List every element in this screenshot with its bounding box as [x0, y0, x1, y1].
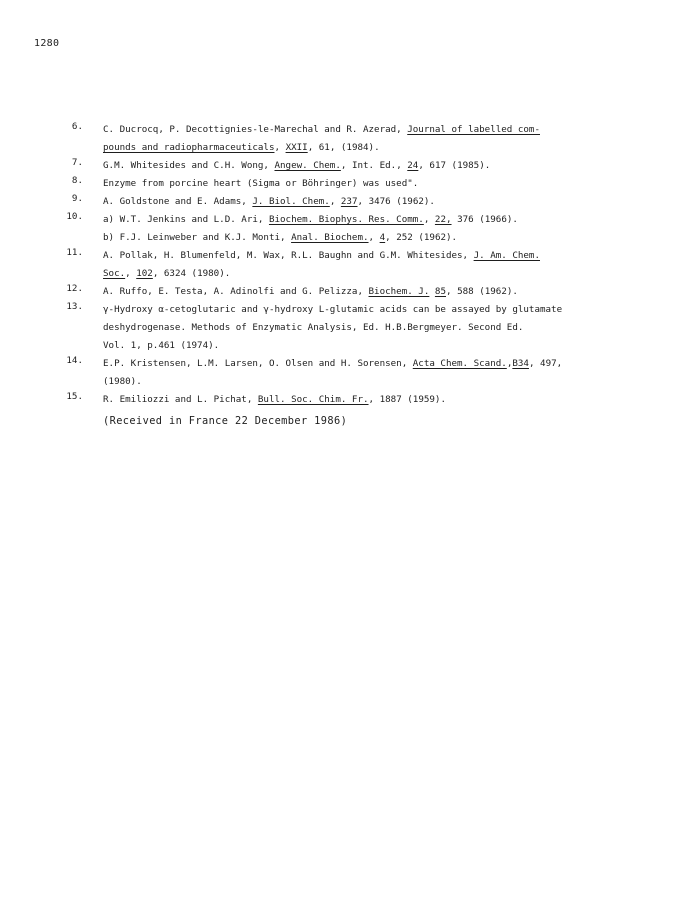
reference-item [0, 247, 676, 283]
reference-text [103, 247, 608, 283]
reference-segment: , [274, 142, 286, 153]
reference-segment: Enzyme from porcine heart (Sigma or Böhringer) was used". [103, 178, 419, 189]
reference-segment: A. Ruffo, E. Testa, A. Adinolfi and G. Pelizza, [103, 286, 369, 297]
reference-segment: , [329, 196, 341, 207]
reference-number: 11. [66, 247, 83, 258]
reference-text [103, 121, 608, 157]
citation-source: Biochem. Biophys. Res. Comm. [268, 214, 424, 225]
citation-source: Bull. Soc. Chim. Fr. [257, 394, 369, 405]
page-number: 1280 [34, 38, 60, 49]
reference-item [0, 193, 676, 211]
reference-number: 8. [71, 175, 83, 186]
citation-source: 24 [407, 160, 419, 171]
received-date: (Received in France 22 December 1986) [103, 415, 348, 427]
reference-text [103, 283, 608, 301]
citation-source: 85 [434, 286, 446, 297]
reference-line [103, 373, 608, 391]
citation-source: Anal. Biochem. [291, 232, 369, 243]
reference-line [103, 391, 608, 409]
reference-item [0, 301, 676, 355]
reference-segment: , [125, 268, 137, 279]
reference-segment: , 6324 (1980). [152, 268, 231, 279]
reference-segment: , [423, 214, 435, 225]
reference-line [103, 193, 608, 211]
reference-segment: deshydrogenase. Methods of Enzymatic Analysis, Ed. H.B.Bergmeyer. Second Ed. [103, 322, 524, 333]
reference-list [0, 121, 676, 409]
reference-number: 15. [66, 391, 83, 402]
reference-line [103, 121, 608, 139]
reference-segment: γ-Hydroxy α-cetoglutaric and γ-hydroxy L-glutamic acids can be assayed by glutamate [103, 304, 563, 315]
citation-source: Biochem. J. [368, 286, 430, 297]
reference-segment: , 252 (1962). [385, 232, 458, 243]
reference-text [103, 355, 608, 391]
citation-source: B34 [512, 358, 529, 369]
reference-line [103, 355, 608, 373]
citation-source: XXII [285, 142, 308, 153]
reference-number: 6. [71, 121, 83, 132]
reference-segment: , [506, 358, 513, 369]
reference-segment: (1980). [103, 376, 142, 387]
reference-line [103, 157, 608, 175]
reference-number: 14. [66, 355, 83, 366]
reference-line [103, 139, 608, 157]
citation-source: J. Am. Chem. [473, 250, 540, 261]
reference-segment: , 3476 (1962). [357, 196, 435, 207]
reference-segment: C. Ducrocq, P. Decottignies-le-Marechal and R. Azerad, [103, 124, 408, 135]
reference-segment: E.P. Kristensen, L.M. Larsen, O. Olsen and H. Sorensen, [103, 358, 413, 369]
citation-source: pounds and radiopharmaceuticals [103, 142, 275, 153]
reference-line [103, 265, 608, 283]
reference-line [103, 247, 608, 265]
reference-segment: b) F.J. Leinweber and K.J. Monti, [103, 232, 292, 243]
reference-text [103, 157, 608, 175]
reference-text [103, 175, 608, 193]
reference-line [103, 319, 608, 337]
reference-line [103, 211, 608, 229]
reference-item [0, 121, 676, 157]
reference-number: 9. [71, 193, 83, 204]
citation-source: 4 [379, 232, 386, 243]
citation-source: 237 [340, 196, 358, 207]
citation-source: Acta Chem. Scand. [412, 358, 507, 369]
reference-segment: , 61, (1984). [307, 142, 380, 153]
reference-number: 12. [66, 283, 83, 294]
reference-item [0, 211, 676, 247]
reference-line [103, 175, 608, 193]
reference-number: 7. [71, 157, 83, 168]
citation-source: 22, [434, 214, 452, 225]
reference-item [0, 157, 676, 175]
reference-segment: , 617 (1985). [418, 160, 491, 171]
reference-segment: , 588 (1962). [446, 286, 518, 297]
reference-line [103, 283, 608, 301]
reference-number: 10. [66, 211, 83, 222]
citation-source: 102 [136, 268, 153, 279]
reference-item [0, 391, 676, 409]
reference-line [103, 229, 608, 247]
citation-source: J. Biol. Chem. [252, 196, 330, 207]
reference-segment: 376 (1966). [451, 214, 518, 225]
reference-item [0, 355, 676, 391]
reference-segment: G.M. Whitesides and C.H. Wong, [103, 160, 275, 171]
reference-segment: , 497, [528, 358, 563, 369]
citation-source: Angew. Chem. [274, 160, 341, 171]
reference-segment: Vol. 1, p.461 (1974). [103, 340, 220, 351]
reference-number: 13. [66, 301, 83, 312]
citation-source: Journal of labelled com- [407, 124, 540, 135]
reference-text [103, 301, 608, 355]
reference-text [103, 211, 608, 247]
reference-line [103, 337, 608, 355]
reference-text [103, 391, 608, 409]
reference-segment: a) W.T. Jenkins and L.D. Ari, [103, 214, 269, 225]
reference-line [103, 301, 608, 319]
citation-source: Soc. [103, 268, 126, 279]
reference-segment: A. Pollak, H. Blumenfeld, M. Wax, R.L. Baughn and G.M. Whitesides, [103, 250, 474, 261]
reference-item [0, 175, 676, 193]
reference-text [103, 193, 608, 211]
reference-segment: , [368, 232, 380, 243]
reference-segment: , 1887 (1959). [368, 394, 446, 405]
reference-item [0, 283, 676, 301]
reference-segment: A. Goldstone and E. Adams, [103, 196, 253, 207]
reference-segment: , Int. Ed., [340, 160, 408, 171]
reference-segment: R. Emiliozzi and L. Pichat, [103, 394, 258, 405]
